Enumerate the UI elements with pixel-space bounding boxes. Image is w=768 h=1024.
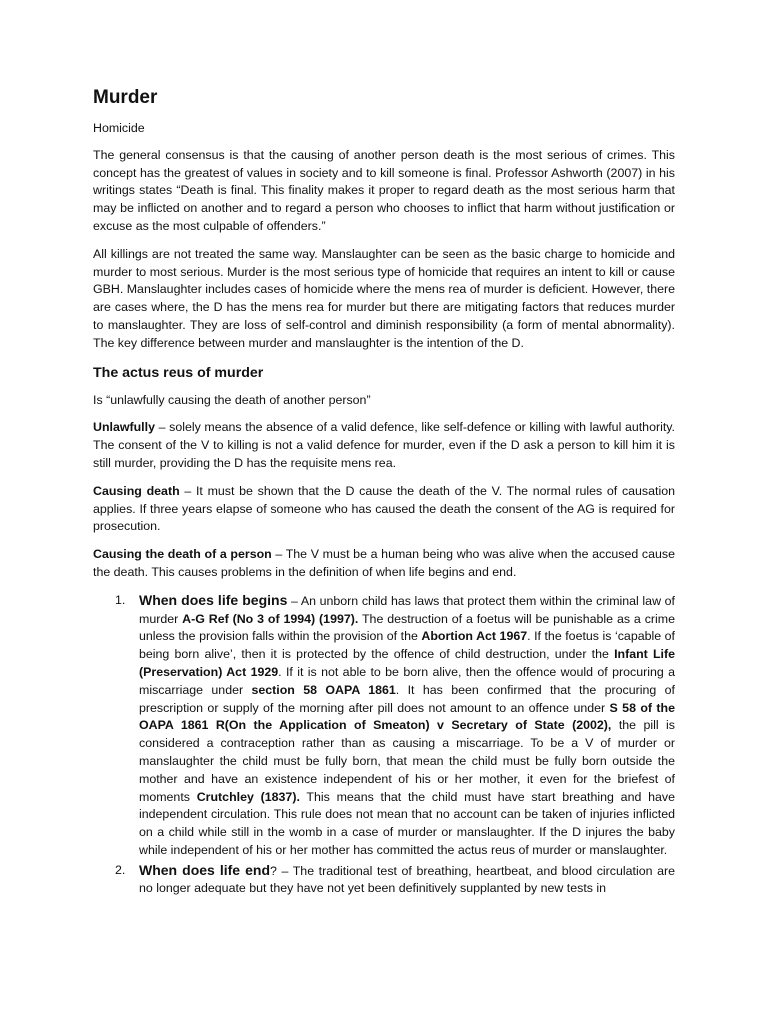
list-item-number: 1.	[115, 592, 126, 607]
intro-paragraph: The general consensus is that the causing of another person death is the most serious of crimes. This concept has the greatest of values in society and to kill someone is final. Professor Ashworth (2007) in his writings states “Death is final. This finality makes it proper to regard death as the most serious harm that may be inflicted on another and to regard a person who chooses to inflict that harm without justification or excuse as the most culpable of offenders.”	[93, 147, 675, 233]
case-citation: Infant Life (Preservation) Act 1929	[139, 647, 676, 679]
list-item-text: . It has been confirmed that the procuring of prescription or supply of the morning after pill does not amount to an offence under	[139, 682, 675, 715]
element-paragraph	[93, 546, 675, 582]
element-paragraph	[93, 419, 675, 472]
element-paragraph	[93, 483, 675, 536]
list-item-question: When does life begins	[139, 591, 288, 608]
case-citation: S 58 of the OAPA 1861 R(On the Application of Smeaton) v Secretary of State (2002),	[139, 700, 676, 733]
element-term: Causing the death of a person	[93, 547, 272, 562]
document-subtitle: Homicide	[93, 121, 145, 135]
list-item-number: 2.	[115, 862, 126, 877]
case-citation: section 58 OAPA 1861	[251, 682, 396, 697]
list-item-question: When does life end	[139, 861, 270, 878]
definition-quote: Is “unlawfully causing the death of another person”	[93, 392, 371, 407]
list-item	[115, 861, 675, 899]
element-text: – It must be shown that the D cause the death of the V. The normal rules of causation applies. If three years elapse of someone who has caused the death the consent of the AG is required for prosecution.	[93, 483, 675, 534]
list-item-text: ? – The traditional test of breathing, heartbeat, and blood circulation are no longer adequate but they have not yet been definitively supplanted by new tests in	[139, 863, 675, 896]
intro-paragraph: All killings are not treated the same way. Manslaughter can be seen as the basic charge to homicide and murder to most serious. Murder is the most serious type of homicide that requires an intent to kill or cause GBH. Manslaughter includes cases of homicide where the mens rea of murder is deficient. However, there are cases where, the D has the mens rea for murder but there are mitigating factors that reduces murder to manslaughter. They are loss of self-control and diminish responsibility (a form of mental abnormality). The key difference between murder and manslaughter is the intention of the D.	[93, 246, 675, 350]
list-item-text: the pill is considered a contraception rather than as causing a miscarriage. To be a V of murder or manslaughter the child must be fully born, that mean the child must be fully born outside the mother and have an existence independent of his or her mother, it even for the briefest of moments	[139, 718, 676, 804]
case-citation: Crutchley (1837).	[196, 789, 300, 804]
case-citation: Abortion Act 1967	[421, 629, 528, 644]
case-citation: A-G Ref (No 3 of 1994) (1997).	[182, 611, 359, 626]
document-title: Murder	[93, 87, 158, 108]
list-item-text: This means that the child must have start breathing and have independent circulation. This rule does not mean that no account can be taken of injuries inflicted on a child while still in the womb in a case of murder or manslaughter. If the D injures the baby while independent of his or her mother has committed the actus reus of murder or manslaughter.	[139, 789, 675, 857]
list-item-text: – An unborn child has laws that protect them within the criminal law of murder	[139, 593, 675, 626]
list-item-text: . If the foetus is ‘capable of being born alive’, then it is protected by the offence of child destruction, under the	[139, 629, 675, 662]
list-item-text: The destruction of a foetus will be punishable as a crime unless the provision falls within the provision of the	[139, 611, 675, 644]
element-term: Unlawfully	[93, 420, 155, 435]
section-heading: The actus reus of murder	[93, 364, 264, 381]
numbered-list	[93, 592, 675, 899]
element-term: Causing death	[93, 483, 180, 498]
element-text: – The V must be a human being who was alive when the accused cause the death. This causes problems in the definition of when life begins and end.	[93, 547, 675, 579]
element-text: – solely means the absence of a valid defence, like self-defence or killing with lawful authority. The consent of the V to killing is not a valid defence for murder, even if the D ask a person to kill him it is still murder, providing the D has the requisite mens rea.	[93, 420, 675, 470]
list-item	[115, 591, 676, 860]
list-item-text: . If it is not able to be born alive, then the offence would of procuring a miscarriage under	[139, 664, 676, 697]
